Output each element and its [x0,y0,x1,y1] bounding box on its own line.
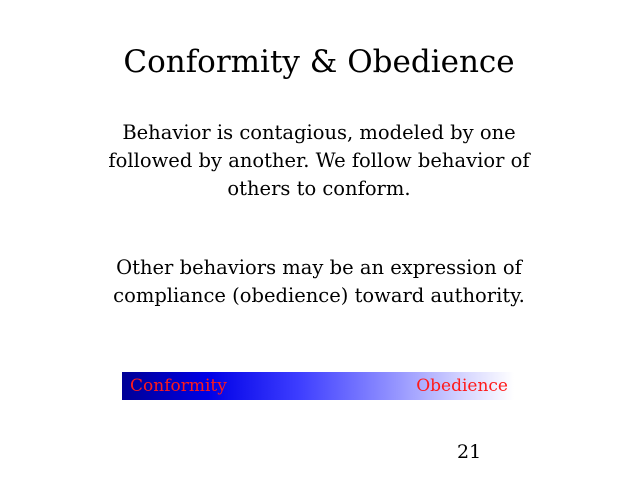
paragraph-line: followed by another. We follow behavior of [108,149,530,172]
conformity-obedience-spectrum-bar [122,372,514,400]
paragraph-line: others to conform. [227,177,411,200]
spectrum-label-obedience: Obedience [416,376,508,396]
spectrum-label-conformity: Conformity [130,376,227,396]
paragraph-line: Other behaviors may be an expression of [116,256,522,279]
page-number: 21 [457,441,482,463]
paragraph-line: compliance (obedience) toward authority. [113,284,525,307]
paragraph-line: Behavior is contagious, modeled by one [122,121,516,144]
slide-title: Conformity & Obedience [123,44,515,80]
paragraph-obedience [0,254,638,310]
paragraph-conformity [0,119,638,203]
